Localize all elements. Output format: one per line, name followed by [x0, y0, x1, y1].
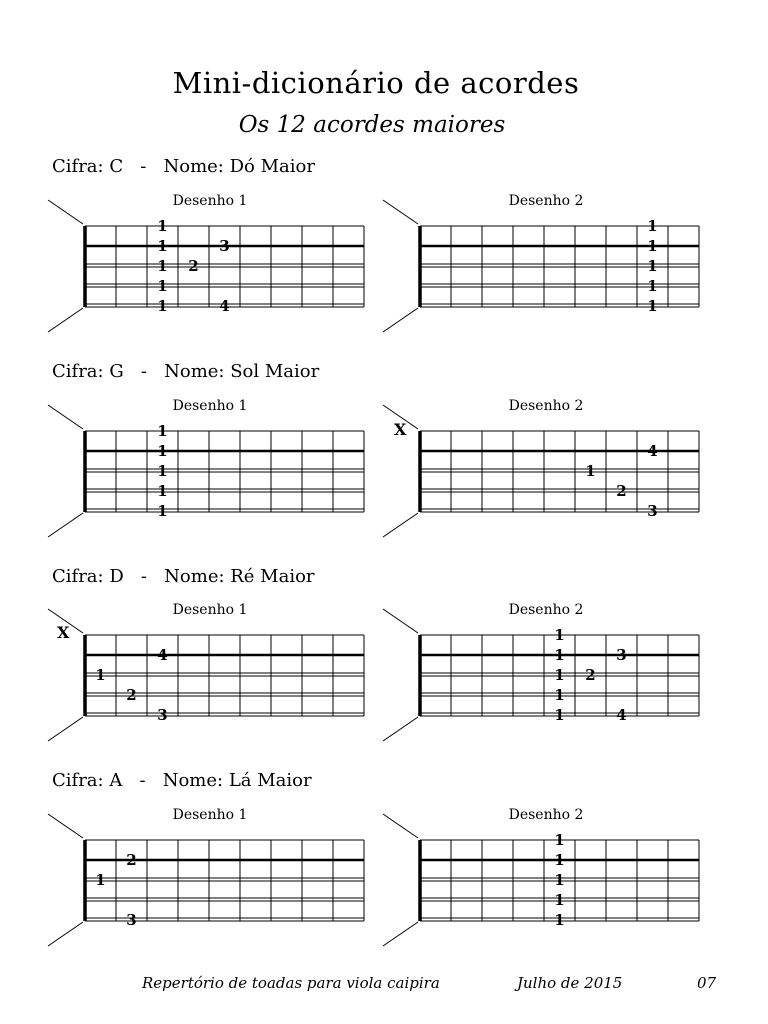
- headstock-line: [48, 513, 83, 537]
- finger-number: 1: [647, 297, 658, 315]
- finger-number: 1: [647, 217, 658, 235]
- finger-number: 1: [554, 831, 565, 849]
- footer-book-title: Repertório de toadas para viola caipira: [142, 974, 440, 992]
- finger-number: 1: [554, 851, 565, 869]
- finger-number: 1: [157, 482, 168, 500]
- headstock-line: [383, 922, 418, 946]
- chord-diagram: [375, 810, 715, 942]
- finger-number: 1: [647, 277, 658, 295]
- finger-number: 1: [157, 462, 168, 480]
- chord-diagram: [375, 196, 715, 328]
- finger-number: 4: [647, 442, 658, 460]
- chord-diagram: [40, 196, 380, 328]
- finger-number: 1: [157, 277, 168, 295]
- chord-diagram: [375, 605, 715, 737]
- headstock-line: [383, 405, 418, 429]
- finger-number: 2: [585, 666, 596, 684]
- headstock-line: [383, 308, 418, 332]
- headstock-line: [48, 405, 83, 429]
- finger-number: 1: [647, 257, 658, 275]
- finger-number: 1: [554, 666, 565, 684]
- diagram-label: Desenho 1: [172, 193, 248, 209]
- finger-number: 3: [126, 911, 137, 929]
- diagram-label: Desenho 2: [508, 398, 584, 414]
- headstock-line: [383, 814, 418, 838]
- headstock-line: [383, 513, 418, 537]
- chord-heading: Cifra: A - Nome: Lá Maior: [52, 770, 312, 791]
- finger-number: 1: [157, 297, 168, 315]
- finger-number: 1: [157, 502, 168, 520]
- chord-diagram: [375, 401, 715, 533]
- finger-number: 1: [554, 646, 565, 664]
- finger-number: 1: [554, 686, 565, 704]
- finger-number: 1: [157, 237, 168, 255]
- footer-date: Julho de 2015: [517, 974, 623, 992]
- footer-page-number: 07: [697, 974, 717, 992]
- chord-heading: Cifra: G - Nome: Sol Maior: [52, 361, 320, 382]
- diagram-label: Desenho 1: [172, 807, 248, 823]
- headstock-line: [48, 200, 83, 224]
- diagram-label: Desenho 2: [508, 807, 584, 823]
- finger-number: 3: [219, 237, 230, 255]
- headstock-line: [48, 609, 83, 633]
- headstock-line: [383, 717, 418, 741]
- muted-string-marker: X: [57, 623, 70, 642]
- diagram-label: Desenho 2: [508, 602, 584, 618]
- headstock-line: [48, 814, 83, 838]
- chord-diagram: [40, 605, 380, 737]
- headstock-line: [48, 717, 83, 741]
- finger-number: 1: [585, 462, 596, 480]
- finger-number: 1: [554, 871, 565, 889]
- finger-number: 3: [647, 502, 658, 520]
- finger-number: 1: [95, 666, 106, 684]
- finger-number: 4: [616, 706, 627, 724]
- page-subtitle: Os 12 acordes maiores: [238, 112, 506, 138]
- finger-number: 3: [157, 706, 168, 724]
- finger-number: 1: [554, 911, 565, 929]
- finger-number: 1: [157, 217, 168, 235]
- chord-heading: Cifra: D - Nome: Ré Maior: [52, 566, 315, 587]
- finger-number: 2: [126, 686, 137, 704]
- diagram-label: Desenho 2: [508, 193, 584, 209]
- finger-number: 1: [554, 626, 565, 644]
- finger-number: 1: [554, 891, 565, 909]
- page-title: Mini-dicionário de acordes: [172, 66, 580, 100]
- finger-number: 4: [157, 646, 168, 664]
- diagram-label: Desenho 1: [172, 602, 248, 618]
- chord-heading: Cifra: C - Nome: Dó Maior: [52, 156, 315, 177]
- headstock-line: [383, 200, 418, 224]
- chord-diagram: [40, 810, 380, 942]
- finger-number: 1: [157, 442, 168, 460]
- finger-number: 1: [647, 237, 658, 255]
- finger-number: 4: [219, 297, 230, 315]
- finger-number: 2: [126, 851, 137, 869]
- headstock-line: [48, 922, 83, 946]
- finger-number: 1: [157, 257, 168, 275]
- diagram-label: Desenho 1: [172, 398, 248, 414]
- chord-diagram: [40, 401, 380, 533]
- headstock-line: [383, 609, 418, 633]
- finger-number: 1: [95, 871, 106, 889]
- finger-number: 1: [157, 422, 168, 440]
- finger-number: 2: [188, 257, 199, 275]
- headstock-line: [48, 308, 83, 332]
- finger-number: 3: [616, 646, 627, 664]
- finger-number: 2: [616, 482, 627, 500]
- finger-number: 1: [554, 706, 565, 724]
- muted-string-marker: X: [394, 420, 407, 439]
